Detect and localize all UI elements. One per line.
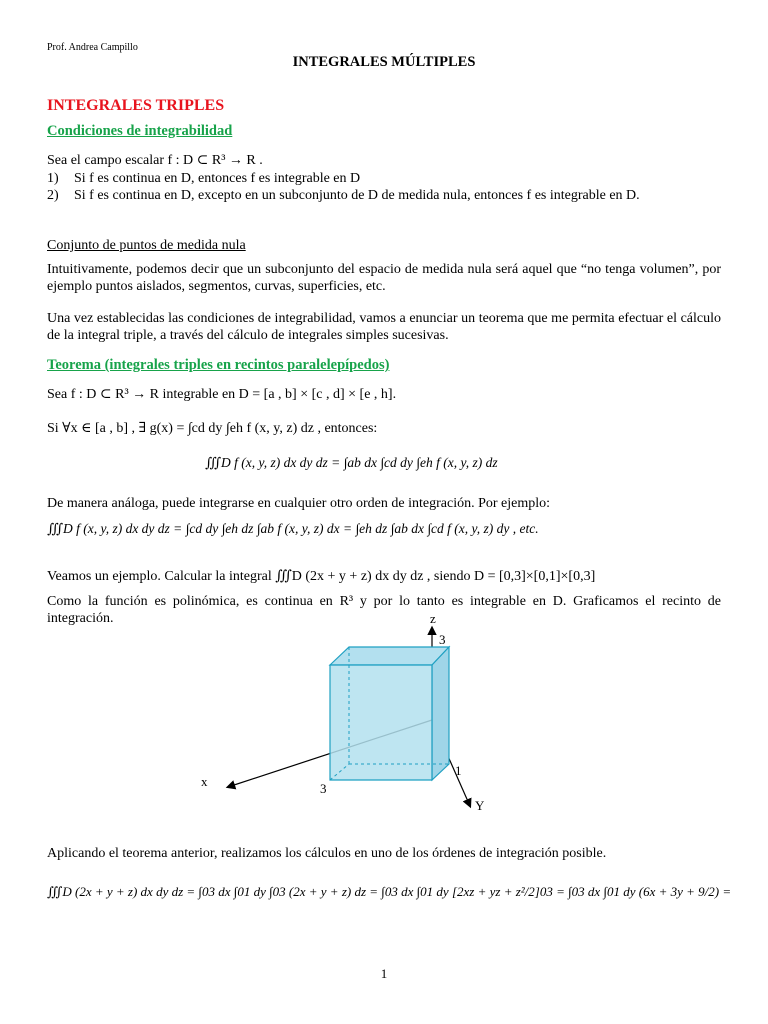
theorem-hypothesis: Si ∀x ∈ [a , b] , ∃ g(x) = ∫cd dy ∫eh f (x, y, z) dz , entonces: [47, 421, 378, 436]
example-paragraph: Como la función es polinómica, es continua en R³ y por lo tanto es integrable en D. Graficamos el recinto de integración. [47, 594, 721, 626]
condition-text: Si f es continua en D, entonces f es integrable en D [74, 171, 361, 186]
condition-text: Si f es continua en D, excepto en un subconjunto de D de medida nula, entonces f es integrable en D. [74, 188, 640, 203]
z-axis-label: z [430, 611, 436, 626]
y-axis-label: Y [475, 798, 485, 813]
x-tick-label: 3 [320, 781, 327, 796]
y-tick-label: 1 [455, 763, 462, 778]
page-number: 1 [380, 966, 388, 981]
final-equation: ∭D (2x + y + z) dx dy dz = ∫03 dx ∫01 dy ∫03 (2x + y + z) dz = ∫03 dx ∫01 dy [2xz + yz + z²/2]03 = ∫03 dx ∫01 dy (6x + 3y + 9/2) = [47, 884, 732, 899]
author-name: Prof. Andrea Campillo [47, 42, 138, 53]
theorem-statement: Sea f : D ⊂ R³ → R integrable en D = [a , b] × [c , d] × [e , h]. [47, 387, 397, 402]
box-side-face [432, 647, 449, 780]
theorem-heading: Teorema (integrales triples en recintos paralelepípedos) [47, 357, 390, 373]
document-title: INTEGRALES MÚLTIPLES [292, 54, 476, 70]
example-statement: Veamos un ejemplo. Calcular la integral ∭D (2x + y + z) dx dy dz , siendo D = [0,3]×[0,1]×[0,3] [47, 569, 596, 584]
intro-line: Sea el campo escalar f : D ⊂ R³ → R . [47, 153, 263, 168]
conditions-heading: Condiciones de integrabilidad [47, 123, 233, 139]
measure-zero-paragraph: Intuitivamente, podemos decir que un subconjunto del espacio de medida nula será aquel que “no tenga volumen”, por ejemplo puntos aislados, segmentos, curvas, superficies, etc. [47, 262, 721, 294]
x-axis-label: x [201, 774, 208, 789]
condition-number: 2) [47, 188, 59, 203]
analog-equation: ∭D f (x, y, z) dx dy dz = ∫cd dy ∫eh dz ∫ab f (x, y, z) dx = ∫eh dz ∫ab dx ∫cd f (x, y, z) dy , etc. [47, 521, 539, 536]
box-front-face [330, 665, 432, 780]
theorem-equation: ∭D f (x, y, z) dx dy dz = ∫ab dx ∫cd dy ∫eh f (x, y, z) dz [205, 455, 498, 470]
section-title: INTEGRALES TRIPLES [47, 97, 225, 114]
measure-zero-heading: Conjunto de puntos de medida nula [47, 238, 246, 253]
z-tick-label: 3 [439, 632, 446, 647]
condition-number: 1) [47, 171, 59, 186]
integration-box [330, 647, 449, 780]
apply-paragraph: Aplicando el teorema anterior, realizamos los cálculos en uno de los órdenes de integración posible. [47, 846, 607, 861]
analog-paragraph: De manera análoga, puede integrarse en cualquier otro orden de integración. Por ejemplo: [47, 496, 551, 511]
box-top-face [330, 647, 449, 665]
theorem-intro-paragraph: Una vez establecidas las condiciones de integrabilidad, vamos a enunciar un teorema que me permita efectuar el cálculo de la integral triple, a través del cálculo de integrales simples sucesivas. [47, 311, 721, 343]
